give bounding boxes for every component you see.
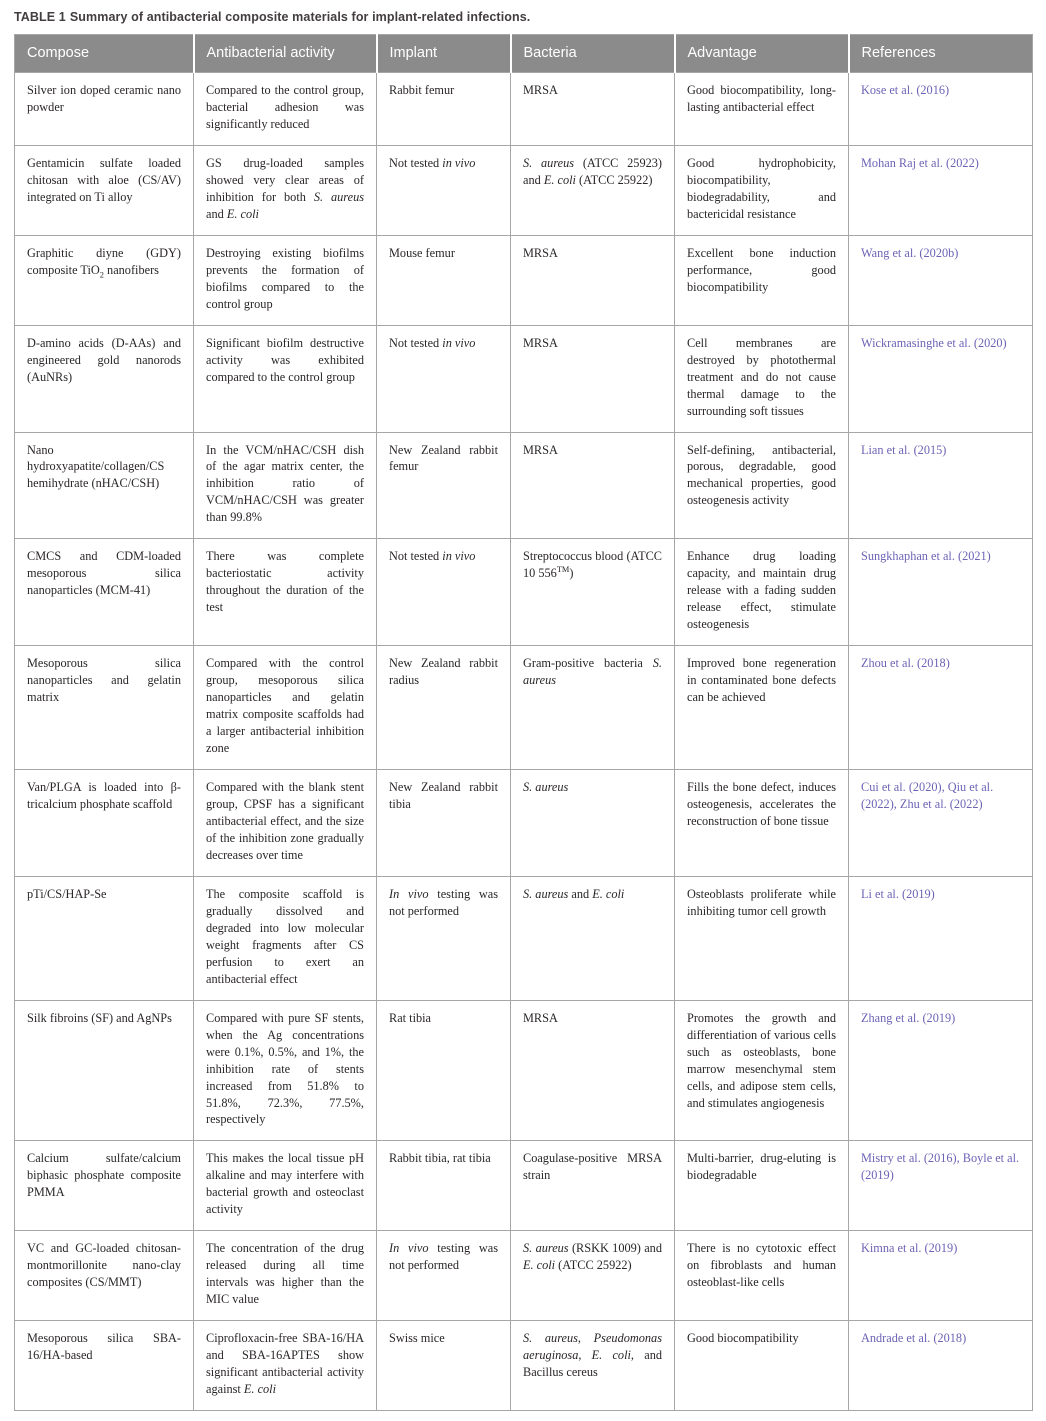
cell-implant: Rabbit femur: [377, 73, 511, 146]
cell-antibacterial-activity: GS drug-loaded samples showed very clear areas of inhibition for both S. aureus and E. coli: [194, 145, 377, 235]
table-caption-label: TABLE 1: [14, 10, 66, 24]
cell-bacteria: MRSA: [511, 235, 675, 325]
cell-references: [849, 646, 1033, 770]
cell-references: [849, 325, 1033, 432]
cell-advantage: Good biocompatibility, long-lasting antibacterial effect: [675, 73, 849, 146]
cell-bacteria: S. aureus, Pseudomonas aeruginosa, E. coli, and Bacillus cereus: [511, 1321, 675, 1411]
cell-implant: In vivo testing was not performed: [377, 876, 511, 1000]
cell-references: [849, 1321, 1033, 1411]
cell-antibacterial-activity: Compared with pure SF stents, when the Ag concentrations were 0.1%, 0.5%, and 1%, the inhibition rate of stents increased from 51.8% to 51.8%, 72.3%, 77.5%, respectively: [194, 1000, 377, 1141]
table-row: [15, 73, 1033, 146]
column-header-antibacterial-activity: Antibacterial activity: [194, 35, 377, 73]
cell-bacteria: Streptococcus blood (ATCC 10 556™): [511, 539, 675, 646]
cell-references: [849, 235, 1033, 325]
cell-implant: New Zealand rabbit radius: [377, 646, 511, 770]
cell-implant: Rat tibia: [377, 1000, 511, 1141]
cell-compose: pTi/CS/HAP-Se: [15, 876, 194, 1000]
cell-bacteria: S. aureus and E. coli: [511, 876, 675, 1000]
cell-compose: Silk fibroins (SF) and AgNPs: [15, 1000, 194, 1141]
cell-advantage: There is no cytotoxic effect on fibroblasts and human osteoblast-like cells: [675, 1231, 849, 1321]
reference-link[interactable]: Lian et al. (2015): [861, 442, 947, 457]
reference-link[interactable]: Mohan Raj et al. (2022): [861, 155, 979, 170]
cell-references: [849, 1141, 1033, 1231]
cell-references: [849, 770, 1033, 877]
cell-bacteria: MRSA: [511, 73, 675, 146]
cell-bacteria: MRSA: [511, 325, 675, 432]
reference-link[interactable]: Kimna et al. (2019): [861, 1241, 958, 1256]
cell-compose: CMCS and CDM-loaded mesoporous silica nanoparticles (MCM-41): [15, 539, 194, 646]
cell-antibacterial-activity: Compared with the control group, mesoporous silica nanoparticles and gelatin matrix composite scaffolds had a larger antibacterial inhibition zone: [194, 646, 377, 770]
cell-bacteria: Coagulase-positive MRSA strain: [511, 1141, 675, 1231]
cell-antibacterial-activity: The concentration of the drug released during all time intervals was higher than the MIC value: [194, 1231, 377, 1321]
table-row: [15, 1141, 1033, 1231]
table-header-row: [15, 35, 1033, 73]
column-header-compose: Compose: [15, 35, 194, 73]
cell-compose: Calcium sulfate/calcium biphasic phosphate composite PMMA: [15, 1141, 194, 1231]
cell-antibacterial-activity: This makes the local tissue pH alkaline and may interfere with bacterial growth and osteoclast activity: [194, 1141, 377, 1231]
cell-bacteria: MRSA: [511, 1000, 675, 1141]
cell-bacteria: S. aureus: [511, 770, 675, 877]
cell-implant: Rabbit tibia, rat tibia: [377, 1141, 511, 1231]
cell-compose: Nano hydroxyapatite/collagen/CS hemihydrate (nHAC/CSH): [15, 432, 194, 539]
cell-references: [849, 876, 1033, 1000]
cell-compose: Silver ion doped ceramic nano powder: [15, 73, 194, 146]
cell-implant: Swiss mice: [377, 1321, 511, 1411]
reference-link[interactable]: Li et al. (2019): [861, 886, 935, 901]
reference-link[interactable]: Sungkhaphan et al. (2021): [861, 549, 991, 564]
cell-implant: In vivo testing was not performed: [377, 1231, 511, 1321]
table-row: [15, 1321, 1033, 1411]
cell-compose: Gentamicin sulfate loaded chitosan with aloe (CS/AV) integrated on Ti alloy: [15, 145, 194, 235]
cell-antibacterial-activity: Compared to the control group, bacterial adhesion was significantly reduced: [194, 73, 377, 146]
table-row: [15, 235, 1033, 325]
cell-compose: Graphitic diyne (GDY) composite TiO$_2$ nanofibers: [15, 235, 194, 325]
column-header-bacteria: Bacteria: [511, 35, 675, 73]
cell-references: [849, 432, 1033, 539]
cell-advantage: Improved bone regeneration in contaminated bone defects can be achieved: [675, 646, 849, 770]
cell-compose: D-amino acids (D-AAs) and engineered gold nanorods (AuNRs): [15, 325, 194, 432]
cell-implant: Not tested in vivo: [377, 325, 511, 432]
reference-link[interactable]: Andrade et al. (2018): [861, 1331, 967, 1346]
column-header-references: References: [849, 35, 1033, 73]
table-row: [15, 646, 1033, 770]
cell-implant: Not tested in vivo: [377, 539, 511, 646]
cell-antibacterial-activity: Destroying existing biofilms prevents the formation of biofilms compared to the control group: [194, 235, 377, 325]
table-caption-text: Summary of antibacterial composite materials for implant-related infections.: [69, 10, 531, 24]
table-row: [15, 539, 1033, 646]
cell-references: [849, 539, 1033, 646]
reference-link[interactable]: Mistry et al. (2016), Boyle et al. (2019): [861, 1151, 1020, 1183]
cell-implant: New Zealand rabbit femur: [377, 432, 511, 539]
paper-page: [14, 10, 1032, 1411]
table-header: [15, 35, 1033, 73]
cell-references: [849, 73, 1033, 146]
cell-advantage: Self-defining, antibacterial, porous, degradable, good mechanical properties, good osteogenesis activity: [675, 432, 849, 539]
table-row: [15, 876, 1033, 1000]
cell-advantage: Multi-barrier, drug-eluting is biodegradable: [675, 1141, 849, 1231]
cell-bacteria: S. aureus (ATCC 25923) and E. coli (ATCC 25922): [511, 145, 675, 235]
cell-references: [849, 145, 1033, 235]
cell-antibacterial-activity: Ciprofloxacin-free SBA-16/HA and SBA-16APTES show significant antibacterial activity against E. coli: [194, 1321, 377, 1411]
reference-link[interactable]: Kose et al. (2016): [861, 83, 950, 97]
reference-link[interactable]: Wang et al. (2020b): [861, 245, 959, 260]
cell-compose: Mesoporous silica SBA-16/HA-based: [15, 1321, 194, 1411]
cell-advantage: Good biocompatibility: [675, 1321, 849, 1411]
cell-antibacterial-activity: Significant biofilm destructive activity was exhibited compared to the control group: [194, 325, 377, 432]
antibacterial-composites-table: [14, 34, 1033, 1411]
cell-implant: New Zealand rabbit tibia: [377, 770, 511, 877]
cell-compose: Van/PLGA is loaded into β-tricalcium phosphate scaffold: [15, 770, 194, 877]
reference-link[interactable]: Cui et al. (2020), Qiu et al. (2022), Zhu et al. (2022): [861, 780, 994, 811]
cell-implant: Not tested in vivo: [377, 145, 511, 235]
cell-compose: VC and GC-loaded chitosan-montmorillonite nano-clay composites (CS/MMT): [15, 1231, 194, 1321]
table-row: [15, 1231, 1033, 1321]
reference-link[interactable]: Zhang et al. (2019): [861, 1010, 956, 1025]
cell-references: [849, 1231, 1033, 1321]
cell-antibacterial-activity: There was complete bacteriostatic activity throughout the duration of the test: [194, 539, 377, 646]
cell-advantage: Excellent bone induction performance, good biocompatibility: [675, 235, 849, 325]
cell-bacteria: Gram-positive bacteria S. aureus: [511, 646, 675, 770]
table-body: [15, 73, 1033, 1411]
column-header-advantage: Advantage: [675, 35, 849, 73]
cell-advantage: Fills the bone defect, induces osteogenesis, accelerates the reconstruction of bone tissue: [675, 770, 849, 877]
cell-antibacterial-activity: In the VCM/nHAC/CSH dish of the agar matrix center, the inhibition ratio of VCM/nHAC/CSH was greater than 99.8%: [194, 432, 377, 539]
cell-advantage: Promotes the growth and differentiation of various cells such as osteoblasts, bone marrow mesenchymal stem cells, and adipose stem cells, and stimulates angiogenesis: [675, 1000, 849, 1141]
column-header-implant: Implant: [377, 35, 511, 73]
cell-advantage: Enhance drug loading capacity, and maintain drug release with a fading sudden release effect, stimulate osteogenesis: [675, 539, 849, 646]
cell-compose: Mesoporous silica nanoparticles and gelatin matrix: [15, 646, 194, 770]
table-row: [15, 145, 1033, 235]
cell-advantage: Cell membranes are destroyed by photothermal treatment and do not cause thermal damage to the surrounding soft tissues: [675, 325, 849, 432]
table-row: [15, 325, 1033, 432]
table-row: [15, 432, 1033, 539]
cell-bacteria: S. aureus (RSKK 1009) and E. coli (ATCC 25922): [511, 1231, 675, 1321]
cell-bacteria: MRSA: [511, 432, 675, 539]
table-row: [15, 1000, 1033, 1141]
reference-link[interactable]: Wickramasinghe et al. (2020): [861, 335, 1007, 350]
cell-antibacterial-activity: Compared with the blank stent group, CPSF has a significant antibacterial effect, and the size of the inhibition zone gradually decreases over time: [194, 770, 377, 877]
reference-link[interactable]: Zhou et al. (2018): [861, 656, 950, 671]
cell-advantage: Good hydrophobicity, biocompatibility, biodegradability, and bactericidal resistance: [675, 145, 849, 235]
cell-antibacterial-activity: The composite scaffold is gradually dissolved and degraded into low molecular weight fragments after CS perfusion to exert an antibacterial effect: [194, 876, 377, 1000]
table-row: [15, 770, 1033, 877]
cell-advantage: Osteoblasts proliferate while inhibiting tumor cell growth: [675, 876, 849, 1000]
table-caption: [14, 10, 1032, 24]
cell-references: [849, 1000, 1033, 1141]
cell-implant: Mouse femur: [377, 235, 511, 325]
